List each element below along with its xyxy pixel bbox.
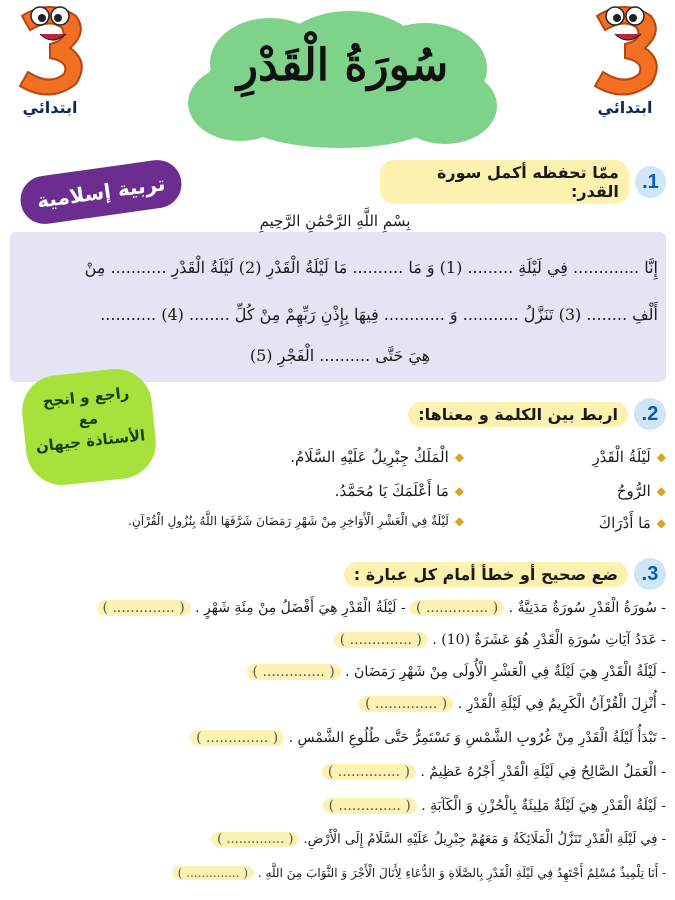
match-word-3 bbox=[530, 514, 666, 532]
section-3-heading bbox=[340, 558, 666, 590]
number-three-mascot-icon bbox=[585, 2, 665, 102]
statement-text: - فِي لَيْلَةِ الْقَدْرِ تَنَزَّلُ الْمَلَائِكَةُ وَ مَعَهُمْ جِبْرِيلُ عَلَيْهِ السَّلَامُ إِلَى الْأَرْضِ. bbox=[303, 832, 666, 847]
statement-text: - لَيْلَةُ الْقَدْرِ هِيَ أَفْضَلُ مِنْ مِئَةِ شَهْرٍ . bbox=[195, 600, 406, 616]
number-three-mascot-icon bbox=[10, 2, 90, 102]
section-1-title: ممّا تحفظه أكمل سورة القدر: bbox=[380, 160, 629, 204]
section-3-number: 3. bbox=[634, 558, 666, 590]
answer-blank[interactable]: ( .............. ) bbox=[97, 600, 191, 616]
statement-text: - الْعَمَلُ الصَّالِحُ فِي لَيْلَةِ الْقَدْرِ أَجْرُهُ عَظِيمٌ . bbox=[420, 764, 666, 780]
statement-row-3 bbox=[10, 664, 666, 680]
answer-blank[interactable]: ( .............. ) bbox=[247, 664, 341, 680]
match-meaning-1 bbox=[220, 448, 464, 466]
match-meaning-text: الْمَلَكُ جِبْرِيلُ عَلَيْهِ السَّلَامُ. bbox=[290, 448, 449, 466]
diamond-bullet-icon: ◆ bbox=[656, 516, 666, 530]
grade-mascot-left bbox=[10, 2, 90, 142]
section-2-number: 2. bbox=[634, 398, 666, 430]
match-word-text: مَا أَدْرَاكَ bbox=[598, 514, 651, 532]
diamond-bullet-icon: ◆ bbox=[454, 514, 464, 528]
statement-row-1 bbox=[10, 600, 666, 616]
match-word-text: لَيْلَةُ الْقَدْرِ bbox=[592, 448, 651, 466]
section-1-number: 1. bbox=[635, 166, 666, 198]
match-meaning-2 bbox=[260, 482, 464, 500]
section-2-heading bbox=[400, 398, 666, 430]
match-word-1 bbox=[530, 448, 666, 466]
answer-blank[interactable]: ( .............. ) bbox=[172, 866, 254, 880]
section-2-title: اربط بين الكلمة و معناها: bbox=[408, 402, 628, 427]
answer-blank[interactable]: ( .............. ) bbox=[211, 832, 299, 847]
statement-text: - أَنَا تِلْمِيذٌ مُسْلِمٌ أَجْتَهِدُ فِي لَيْلَةِ الْقَدْرِ بِالصَّلَاةِ وَ الدُّعَاءِ لِأَنَالَ الْأَجْرَ وَ الثَّوَابَ مِنَ اللَّهِ . bbox=[257, 866, 666, 880]
statement-text: - سُورَةُ الْقَدْرِ سُورَةٌ مَدَنِيَّةٌ . bbox=[508, 600, 666, 616]
diamond-bullet-icon: ◆ bbox=[656, 484, 666, 498]
grade-mascot-right bbox=[585, 2, 665, 142]
match-word-2 bbox=[530, 482, 666, 500]
statement-text: - تَبْدَأُ لَيْلَةُ الْقَدْرِ مِنْ غُرُوبِ الشَّمْسِ وَ تَسْتَمِرُّ حَتَّى طُلُوعِ الشَّمْسِ . bbox=[288, 730, 666, 746]
answer-blank[interactable]: ( .............. ) bbox=[359, 696, 453, 712]
answer-blank[interactable]: ( .............. ) bbox=[323, 798, 417, 814]
section-1-heading bbox=[380, 160, 666, 204]
statement-row-6 bbox=[10, 764, 666, 780]
surah-line-3: هِيَ حَتَّى .......... الْفَجْرِ (5) bbox=[249, 346, 431, 365]
statement-text: - لَيْلَةُ الْقَدْرِ هِيَ لَيْلَةٌ فِي الْعَشْرِ الْأُولَى مِنْ شَهْرِ رَمَضَانَ . bbox=[345, 664, 666, 680]
basmala: بِسْمِ اللَّهِ الرَّحْمَٰنِ الرَّحِيمِ bbox=[259, 212, 411, 230]
statement-row-2 bbox=[10, 632, 666, 648]
answer-blank[interactable]: ( .............. ) bbox=[410, 600, 504, 616]
diamond-bullet-icon: ◆ bbox=[454, 484, 464, 498]
statement-text: - عَدَدُ آيَاتِ سُورَةِ الْقَدْرِ هُوَ عَشَرَةٌ (10) . bbox=[432, 632, 666, 648]
statement-row-8 bbox=[10, 832, 666, 847]
statement-text: - لَيْلَةُ الْقَدْرِ هِيَ لَيْلَةٌ مَلِيئَةٌ بِالْحُزْنِ وَ الْكَآبَةِ . bbox=[421, 798, 666, 814]
diamond-bullet-icon: ◆ bbox=[454, 450, 464, 464]
grade-label-left: ابتدائي bbox=[22, 98, 78, 117]
statement-row-9 bbox=[10, 866, 666, 880]
promo-line-3: الأستاذة جيهان bbox=[34, 426, 147, 456]
section-3-title: ضع صحيح أو خطأ أمام كل عبارة : bbox=[344, 562, 628, 587]
match-meaning-text: لَيْلَةٌ فِي الْعَشْرِ الْأَوَاخِرِ مِنْ شَهْرِ رَمَضَانَ شَرَّفَهَا اللَّهُ بِنُزُولِ الْقُرْآنِ. bbox=[128, 514, 449, 528]
teacher-promo-badge bbox=[19, 366, 160, 489]
promo-line-2: مع bbox=[77, 409, 99, 430]
match-meaning-text: مَا أَعْلَمَكَ يَا مُحَمَّدُ. bbox=[334, 482, 449, 500]
surah-line-2: أَلْفِ ........ (3) تَنَزَّلُ ........... وَ ............ فِيهَا بِإِذْنِ رَبِّهِمْ مِنْ كُلِّ ........ (4) ........... bbox=[100, 305, 658, 324]
answer-blank[interactable]: ( .............. ) bbox=[190, 730, 284, 746]
match-word-text: الرُّوحُ bbox=[616, 482, 651, 500]
statement-row-5 bbox=[10, 730, 666, 746]
promo-line-1: راجع و انجح bbox=[41, 383, 131, 411]
statement-row-7 bbox=[10, 798, 666, 814]
page-title: سُورَةُ الْقَدْرِ bbox=[236, 40, 449, 91]
match-meaning-3 bbox=[10, 514, 464, 528]
answer-blank[interactable]: ( .............. ) bbox=[334, 632, 428, 648]
statement-text: - أُنْزِلَ الْقُرْآنُ الْكَرِيمُ فِي لَيْلَةِ الْقَدْرِ . bbox=[457, 696, 666, 712]
subject-badge: تربية إسلامية bbox=[17, 157, 184, 227]
diamond-bullet-icon: ◆ bbox=[656, 450, 666, 464]
statement-row-4 bbox=[10, 696, 666, 712]
grade-label-right: ابتدائي bbox=[597, 98, 653, 117]
answer-blank[interactable]: ( .............. ) bbox=[322, 764, 416, 780]
surah-line-1: إِنَّا ............. فِي لَيْلَةِ ......... (1) وَ مَا .......... مَا لَيْلَةُ الْقَدْرِ (2) لَيْلَةُ الْقَدْرِ ........... مِنْ bbox=[84, 258, 658, 277]
